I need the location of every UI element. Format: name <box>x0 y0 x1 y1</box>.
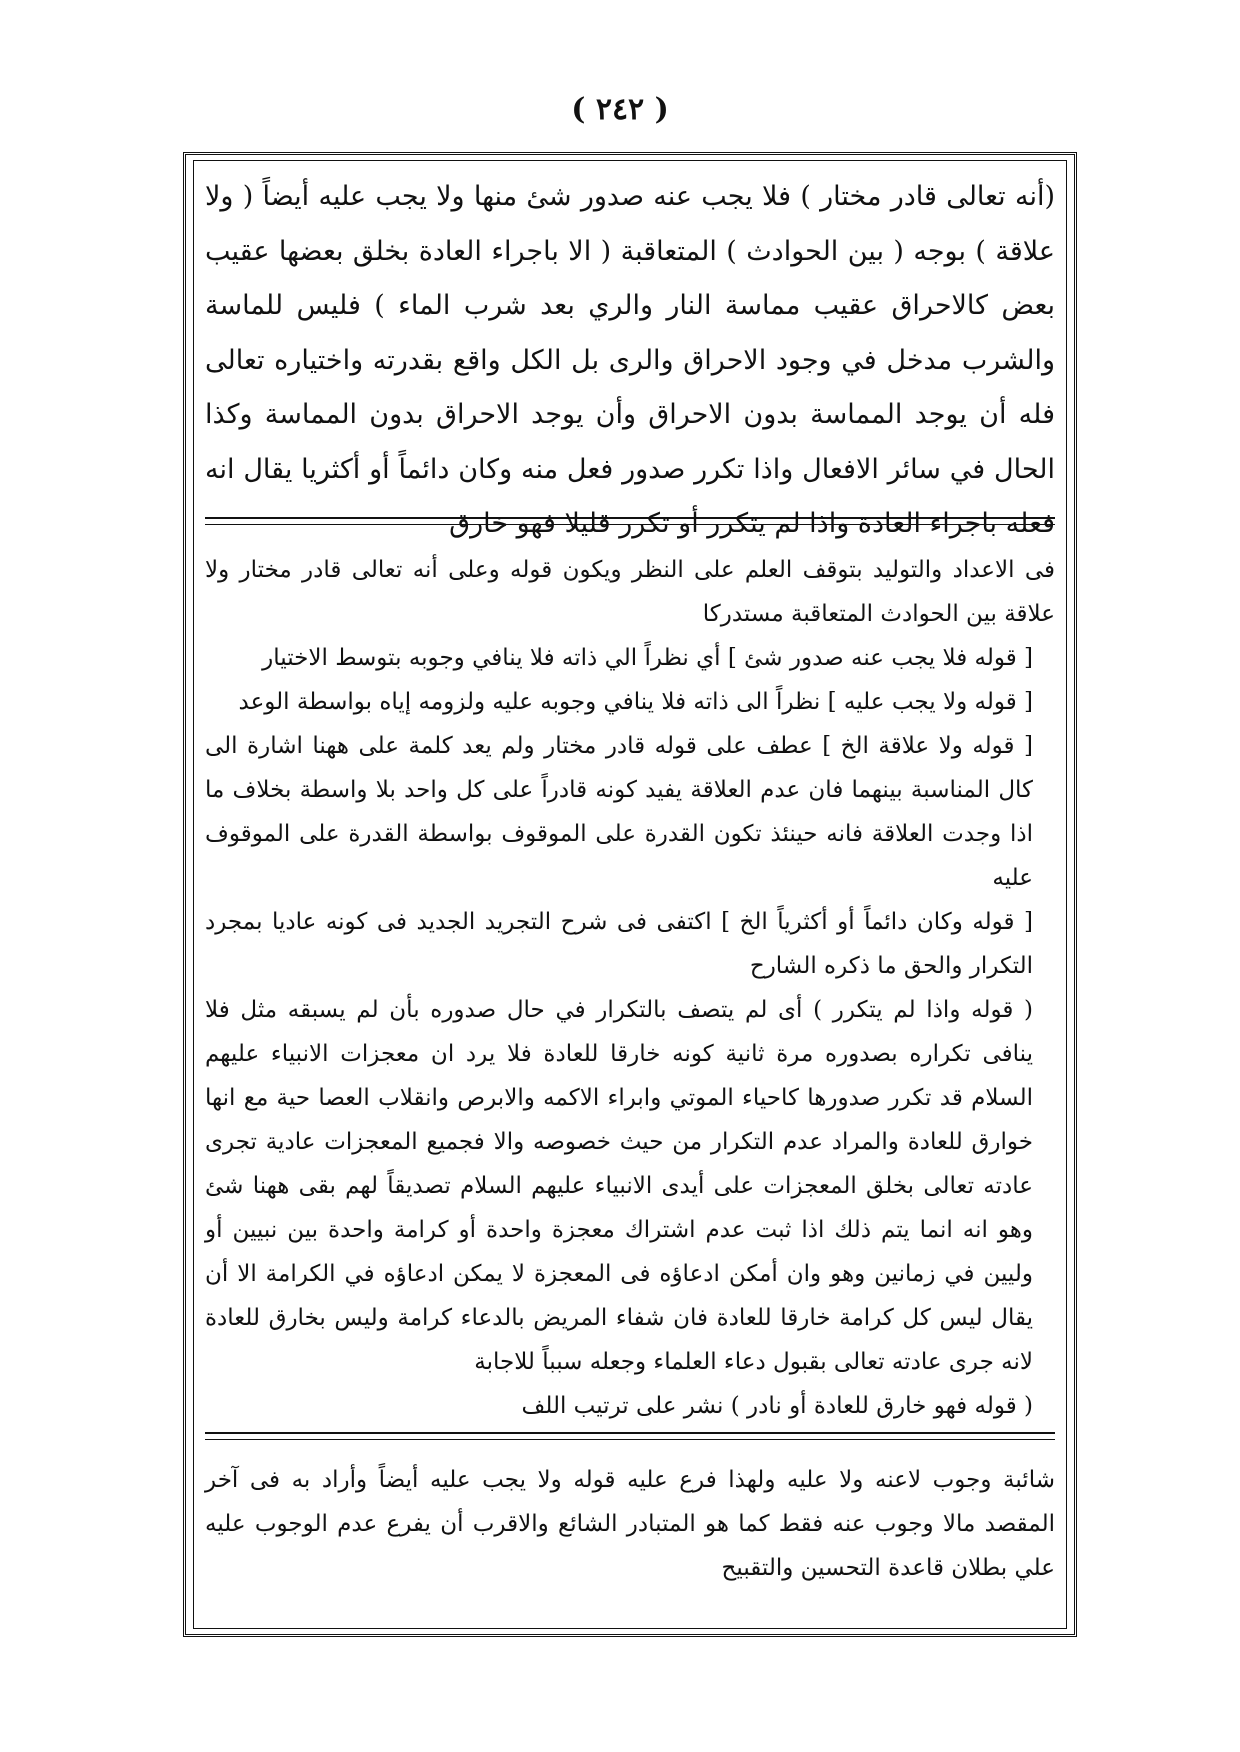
footer-divider-thin <box>205 1439 1055 1440</box>
section-divider-thin <box>205 524 1055 525</box>
section-divider <box>205 517 1055 519</box>
commentary-note: ( قوله فهو خارق للعادة أو نادر ) نشر على ترتيب اللف <box>521 1393 1033 1419</box>
commentary-note: [ قوله ولا علاقة الخ ] عطف على قوله قادر مختار ولم يعد كلمة على ههنا اشارة الى كال المناسبة بينهما فان عدم العلاقة يفيد كونه قادراً على كل واحد بلا واسطة بخلاف ما اذا وجدت العلاقة فانه حينئذ تكون القدرة على الموقوف بواسطة القدرة على الموقوف عليه <box>205 733 1033 891</box>
commentary-note: [ قوله ولا يجب عليه ] نظراً الى ذاته فلا ينافي وجوبه عليه ولزومه إياه بواسطة الوعد <box>238 689 1033 715</box>
commentary-note: ( قوله واذا لم يتكرر ) أى لم يتصف بالتكرار في حال صدوره بأن لم يسبقه مثل فلا ينافى تكراره بصدوره مرة ثانية كونه خارقا للعادة فلا يرد ان معجزات الانبياء عليهم السلام قد تكرر صدورها كاحياء الموتي وابراء الاكمه والابرص وانقلاب العصا حية مع انها خوارق للعادة والمراد عدم التكرار من حيث خصوصه والا فجميع المعجزات عادية تجرى عادته تعالى بخلق المعجزات على أيدى الانبياء عليهم السلام تصديقاً لهم بقى ههنا شئ وهو انه انما يتم ذلك اذا ثبت عدم اشتراك معجزة واحدة أو كرامة واحدة بين نبيين أو وليين في زمانين وهو وان أمكن ادعاؤه فى المعجزة لا يمكن ادعاؤه في الكرامة الا أن يقال ليس كل كرامة خارقا للعادة فان شفاء المريض بالدعاء كرامة وليس بخارق للعادة لانه جرى عادته تعالى بقبول دعاء العلماء وجعله سبباً للاجابة <box>205 997 1033 1375</box>
commentary-note: [ قوله فلا يجب عنه صدور شئ ] أي نظراً الي ذاته فلا ينافي وجوبه بتوسط الاختيار <box>262 645 1033 671</box>
main-text: (أنه تعالى قادر مختار ) فلا يجب عنه صدور شئ منها ولا يجب عليه أيضاً ( ولا علاقة ) بوجه ( بين الحوادث ) المتعاقبة ( الا باجراء العادة بخلق بعضها عقيب بعض كالاحراق عقيب مماسة النار والري بعد شرب الماء ) فليس للماسة والشرب مدخل في وجود الاحراق والرى بل الكل واقع بقدرته واختياره تعالى فله أن يوجد المماسة بدون الاحراق وأن يوجد الاحراق بدون المماسة وكذا الحال في سائر الافعال واذا تكرر صدور فعل منه وكان دائماً أو أكثريا يقال انه فعله باجراء العادة واذا لم يتكرر أو تكرر قليلا فهو خارق <box>205 181 1055 539</box>
commentary-section <box>205 548 1055 1428</box>
commentary-intro: فى الاعداد والتوليد بتوقف العلم على النظر ويكون قوله وعلى أنه تعالى قادر مختار ولا علاقة بين الحوادث المتعاقبة مستدركا <box>205 557 1055 627</box>
footer-commentary <box>205 1458 1055 1590</box>
footer-paragraph: شائبة وجوب لاعنه ولا عليه ولهذا فرع عليه قوله ولا يجب عليه أيضاً وأراد به فى آخر المقصد مالا وجوب عنه فقط كما هو المتبادر الشائع والاقرب أن يفرع عدم الوجوب عليه علي بطلان قاعدة التحسين والتقبيح <box>205 1467 1055 1581</box>
commentary-note: [ قوله وكان دائماً أو أكثرياً الخ ] اكتفى فى شرح التجريد الجديد فى كونه عاديا بمجرد التكرار والحق ما ذكره الشارح <box>205 909 1033 979</box>
page-number: ( ٢٤٢ ) <box>571 92 669 127</box>
footer-divider <box>205 1432 1055 1434</box>
